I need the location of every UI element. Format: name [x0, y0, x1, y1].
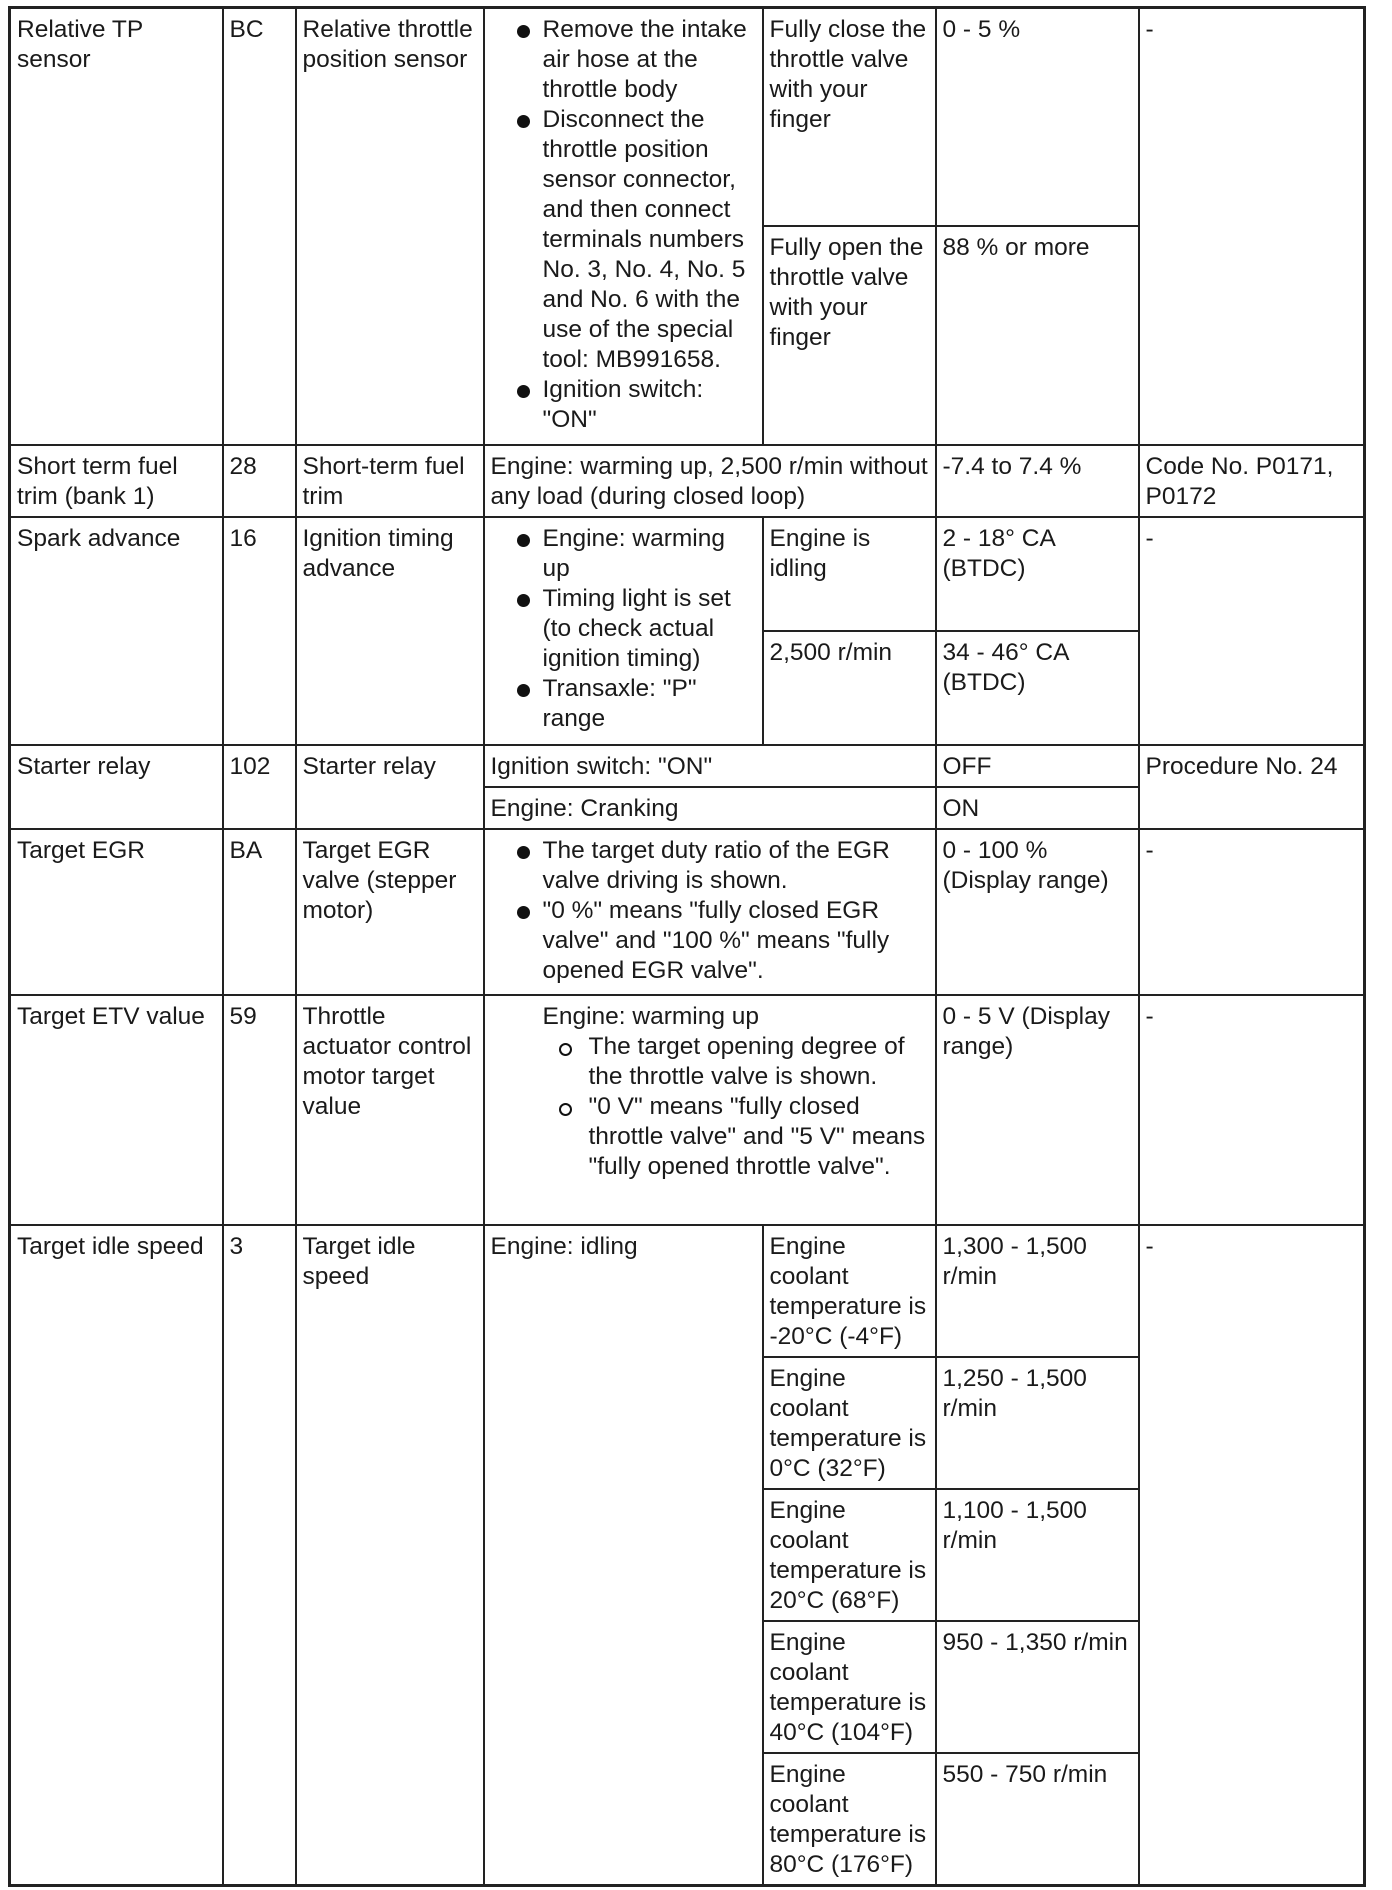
value-cell: 0 - 5 V (Display range): [936, 995, 1139, 1225]
value-cell: 1,100 - 1,500 r/min: [936, 1489, 1139, 1621]
code-cell: BC: [223, 8, 296, 445]
condition-cell: [484, 8, 763, 445]
table-row: [10, 517, 1365, 631]
condition-cell: Engine: Cranking: [484, 787, 936, 829]
state-cell: Fully open the throttle valve with your finger: [763, 226, 936, 445]
list-item: Remove the intake air hose at the throttle body: [513, 15, 756, 105]
item-cell: Spark advance: [10, 517, 223, 745]
item-cell: Target idle speed: [10, 1225, 223, 1886]
list-item: Ignition switch: "ON": [513, 375, 756, 435]
value-cell: OFF: [936, 745, 1139, 787]
state-cell: Engine is idling: [763, 517, 936, 631]
item-cell: Starter relay: [10, 745, 223, 829]
value-cell: 0 - 100 % (Display range): [936, 829, 1139, 995]
state-cell: Fully close the throttle valve with your finger: [763, 8, 936, 226]
table-row: [10, 445, 1365, 517]
name-cell: Starter relay: [296, 745, 484, 829]
list-item: Disconnect the throttle position sensor connector, and then connect terminals numbers No. 3, No. 4, No. 5 and No. 6 with the use of the special tool: MB991658.: [513, 105, 756, 375]
state-cell: Engine coolant temperature is 20°C (68°F): [763, 1489, 936, 1621]
table-row: [10, 995, 1365, 1225]
code-cell: 16: [223, 517, 296, 745]
reference-cell: Code No. P0171, P0172: [1139, 445, 1365, 517]
condition-list: [491, 15, 756, 435]
value-cell: 1,250 - 1,500 r/min: [936, 1357, 1139, 1489]
name-cell: Relative throttle position sensor: [296, 8, 484, 445]
reference-cell: -: [1139, 517, 1365, 745]
name-cell: Target idle speed: [296, 1225, 484, 1886]
table-row: [10, 8, 1365, 226]
condition-cell: Engine: warming up, 2,500 r/min without any load (during closed loop): [484, 445, 936, 517]
state-cell: Engine coolant temperature is 40°C (104°F): [763, 1621, 936, 1753]
list-item: The target opening degree of the throttle valve is shown.: [553, 1032, 929, 1092]
name-cell: Short-term fuel trim: [296, 445, 484, 517]
condition-cell: [484, 517, 763, 745]
item-cell: Short term fuel trim (bank 1): [10, 445, 223, 517]
reference-cell: -: [1139, 1225, 1365, 1886]
table-row: [10, 1225, 1365, 1357]
state-cell: 2,500 r/min: [763, 631, 936, 745]
condition-cell: [484, 995, 936, 1225]
code-cell: 28: [223, 445, 296, 517]
value-cell: -7.4 to 7.4 %: [936, 445, 1139, 517]
condition-list: [491, 836, 929, 986]
item-cell: Target ETV value: [10, 995, 223, 1225]
item-cell: Target EGR: [10, 829, 223, 995]
value-cell: 2 - 18° CA (BTDC): [936, 517, 1139, 631]
list-item: Timing light is set (to check actual ignition timing): [513, 584, 756, 674]
code-cell: BA: [223, 829, 296, 995]
value-cell: 1,300 - 1,500 r/min: [936, 1225, 1139, 1357]
state-cell: Engine coolant temperature is 80°C (176°F): [763, 1753, 936, 1886]
value-cell: 950 - 1,350 r/min: [936, 1621, 1139, 1753]
code-cell: 3: [223, 1225, 296, 1886]
value-cell: 550 - 750 r/min: [936, 1753, 1139, 1886]
condition-cell: [484, 829, 936, 995]
name-cell: Throttle actuator control motor target value: [296, 995, 484, 1225]
reference-cell: Procedure No. 24: [1139, 745, 1365, 829]
value-cell: 34 - 46° CA (BTDC): [936, 631, 1139, 745]
list-item: Engine: warming up: [513, 524, 756, 584]
state-cell: Engine coolant temperature is -20°C (-4°F): [763, 1225, 936, 1357]
list-item: "0 %" means "fully closed EGR valve" and "100 %" means "fully opened EGR valve".: [513, 896, 929, 986]
value-cell: 88 % or more: [936, 226, 1139, 445]
reference-cell: -: [1139, 829, 1365, 995]
condition-list: [491, 1032, 929, 1182]
table-row: [10, 829, 1365, 995]
data-list-table: [8, 6, 1366, 1887]
code-cell: 59: [223, 995, 296, 1225]
condition-cell: Engine: idling: [484, 1225, 763, 1886]
value-cell: 0 - 5 %: [936, 8, 1139, 226]
list-item: Transaxle: "P" range: [513, 674, 756, 734]
condition-cell: Ignition switch: "ON": [484, 745, 936, 787]
reference-cell: -: [1139, 995, 1365, 1225]
name-cell: Ignition timing advance: [296, 517, 484, 745]
item-cell: Relative TP sensor: [10, 8, 223, 445]
name-cell: Target EGR valve (stepper motor): [296, 829, 484, 995]
condition-list: [491, 524, 756, 734]
list-item: "0 V" means "fully closed throttle valve" and "5 V" means "fully opened throttle valve".: [553, 1092, 929, 1182]
condition-lead: Engine: warming up: [542, 1002, 760, 1030]
state-cell: Engine coolant temperature is 0°C (32°F): [763, 1357, 936, 1489]
value-cell: ON: [936, 787, 1139, 829]
reference-cell: -: [1139, 8, 1365, 445]
list-item: The target duty ratio of the EGR valve driving is shown.: [513, 836, 929, 896]
table-row: [10, 745, 1365, 787]
code-cell: 102: [223, 745, 296, 829]
